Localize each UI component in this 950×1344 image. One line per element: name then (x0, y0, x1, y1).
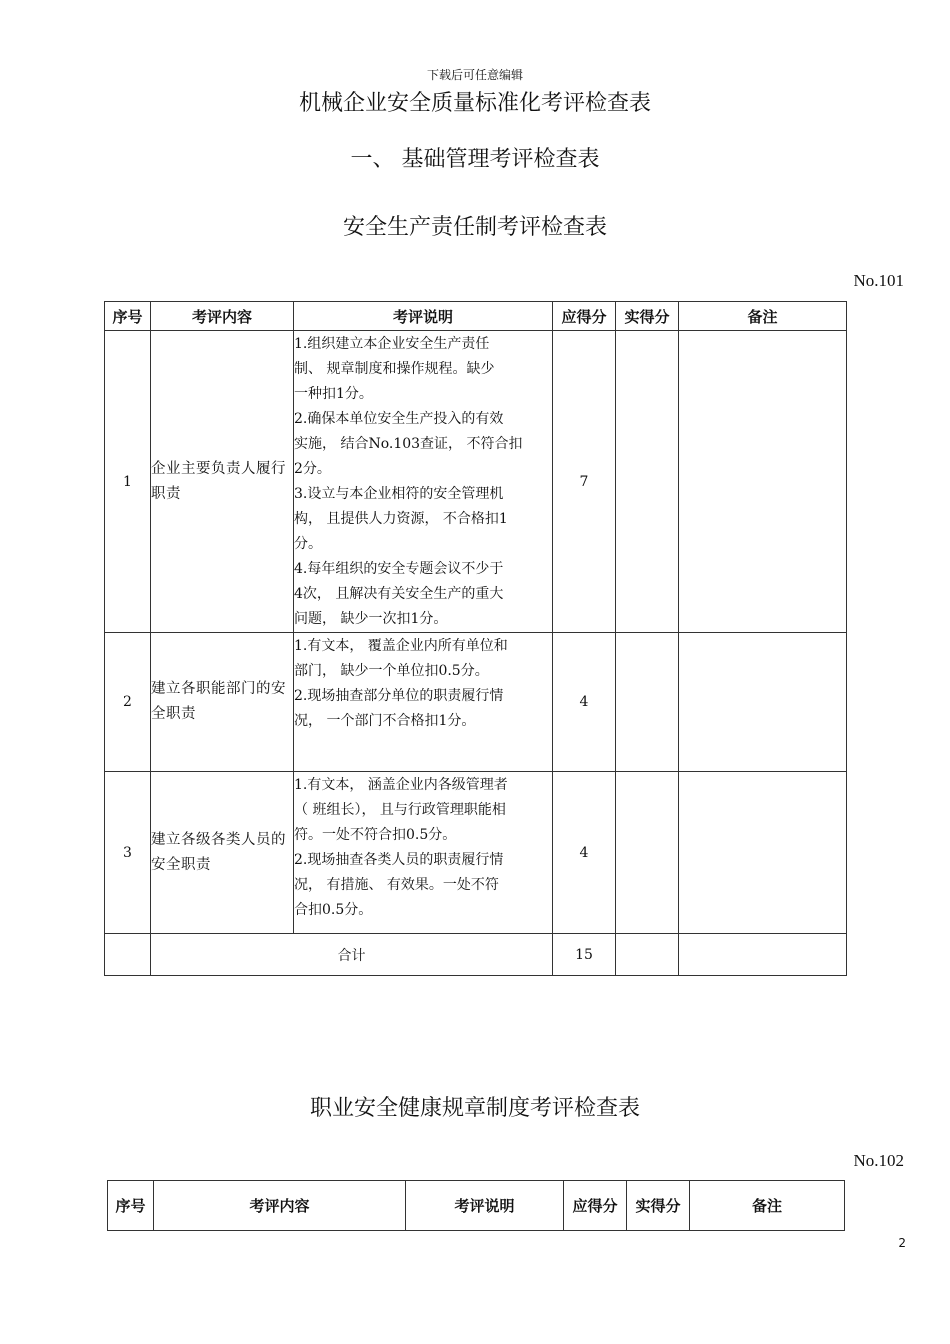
table-header-row (105, 302, 847, 331)
description-line: 4次， 且解决有关安全生产的重大 (294, 586, 504, 602)
row-score: 7 (553, 331, 616, 633)
row-note (679, 331, 847, 633)
table-row (105, 331, 847, 633)
row-description (294, 633, 553, 772)
row-content: 建立各职能部门的安全职责 (151, 633, 294, 772)
row-description (294, 331, 553, 633)
document-title: 机械企业安全质量标准化考评检查表 (298, 91, 651, 116)
row-note (679, 772, 847, 934)
table-row (105, 772, 847, 934)
row-actual (616, 633, 679, 772)
description-line: 构， 且提供人力资源， 不合格扣1 (294, 511, 508, 527)
row-index: 3 (105, 772, 151, 934)
total-actual-cell (616, 934, 679, 976)
description-line: 分。 (294, 536, 322, 552)
description-line: 实施， 结合No.103查证， 不符合扣 (294, 436, 523, 452)
regulations-table (107, 1180, 845, 1231)
row-content: 企业主要负责人履行职责 (151, 331, 294, 633)
header-actual: 实得分 (616, 302, 679, 331)
description-line: （ 班组长）， 且与行政管理职能相 (294, 802, 506, 818)
row-index: 2 (105, 633, 151, 772)
row-content: 建立各级各类人员的安全职责 (151, 772, 294, 934)
table-number-101: No.101 (853, 271, 904, 290)
table-number-102: No.102 (853, 1151, 904, 1170)
responsibility-table (104, 301, 847, 976)
total-score: 15 (553, 934, 616, 976)
header-score: 应得分 (553, 302, 616, 331)
page-number: 2 (898, 1236, 906, 1250)
row-description (294, 772, 553, 934)
row-score: 4 (553, 772, 616, 934)
description-line: 问题， 缺少一次扣1分。 (294, 611, 448, 627)
header-content: 考评内容 (154, 1181, 406, 1231)
description-line: 2分。 (294, 461, 331, 477)
header-content: 考评内容 (151, 302, 294, 331)
table-title-101: 安全生产责任制考评检查表 (342, 215, 607, 240)
description-line: 况， 一个部门不合格扣1分。 (294, 713, 476, 729)
total-index-cell (105, 934, 151, 976)
description-line: 部门， 缺少一个单位扣0.5分。 (294, 663, 489, 679)
description-line: 2.确保本单位安全生产投入的有效 (294, 411, 504, 427)
row-note (679, 633, 847, 772)
table-row (105, 633, 847, 772)
description-line: 1.组织建立本企业安全生产责任 (294, 336, 490, 352)
total-row (105, 934, 847, 976)
header-index: 序号 (105, 302, 151, 331)
total-label: 合计 (151, 934, 553, 976)
header-actual: 实得分 (627, 1181, 690, 1231)
description-line: 1.有文本， 覆盖企业内所有单位和 (294, 638, 508, 654)
description-line: 一种扣1分。 (294, 386, 373, 402)
row-index: 1 (105, 331, 151, 633)
row-score: 4 (553, 633, 616, 772)
description-line: 3.设立与本企业相符的安全管理机 (294, 486, 504, 502)
description-line: 合扣0.5分。 (294, 902, 373, 918)
description-line: 制、 规章制度和操作规程。缺少 (294, 361, 495, 377)
description-line: 符。一处不符合扣0.5分。 (294, 827, 457, 843)
header-index: 序号 (108, 1181, 154, 1231)
total-note-cell (679, 934, 847, 976)
description-line: 2.现场抽查部分单位的职责履行情 (294, 688, 504, 704)
section-title: 一、 基础管理考评检查表 (350, 147, 600, 172)
header-note: 备注 (690, 1181, 845, 1231)
row-actual (616, 772, 679, 934)
header-description: 考评说明 (294, 302, 553, 331)
table-header-row (108, 1181, 845, 1231)
header-note: 下载后可任意编辑 (426, 68, 523, 82)
row-actual (616, 331, 679, 633)
description-line: 4.每年组织的安全专题会议不少于 (294, 561, 504, 577)
header-description: 考评说明 (406, 1181, 564, 1231)
header-score: 应得分 (564, 1181, 627, 1231)
table-title-102: 职业安全健康规章制度考评检查表 (309, 1096, 640, 1121)
header-note: 备注 (679, 302, 847, 331)
description-line: 2.现场抽查各类人员的职责履行情 (294, 852, 504, 868)
description-line: 1.有文本， 涵盖企业内各级管理者 (294, 777, 508, 793)
description-line: 况， 有措施、 有效果。一处不符 (294, 877, 499, 893)
